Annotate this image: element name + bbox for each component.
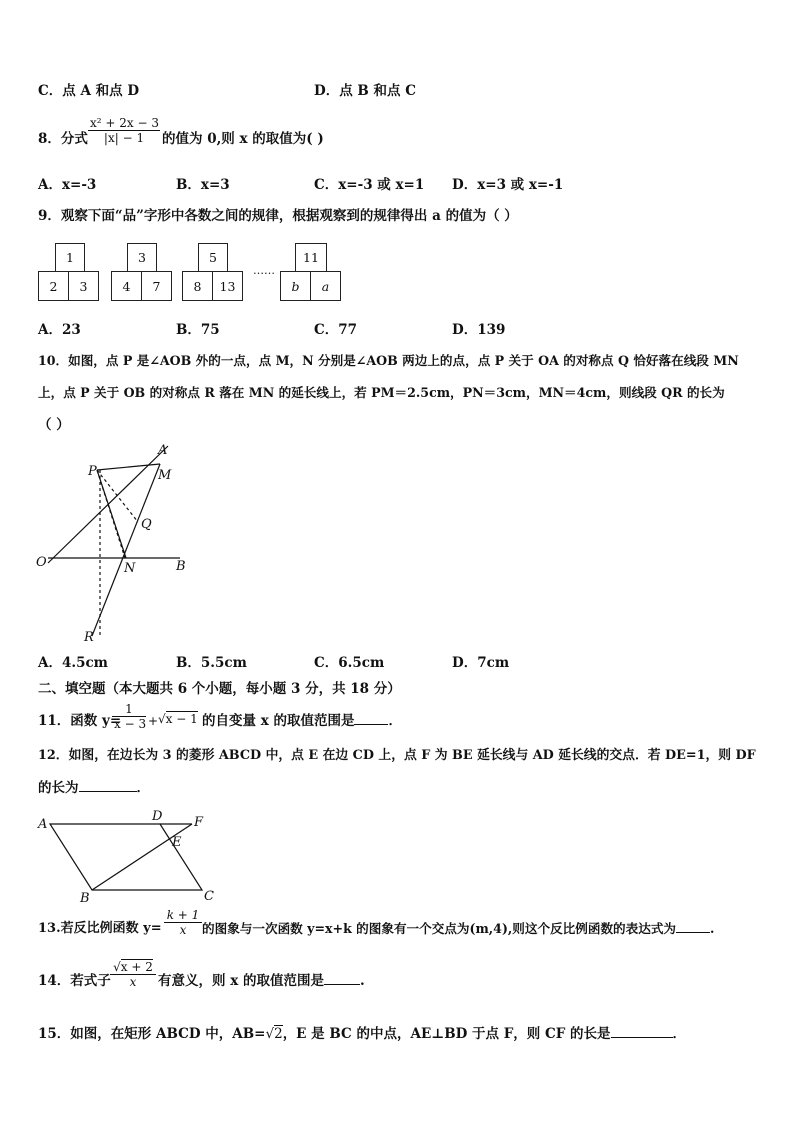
q9-box-top: 3 (127, 243, 157, 272)
q11-sqrt (158, 710, 198, 728)
q11-prefix: 11．函数 y= (38, 713, 122, 729)
q9-box-top: 11 (295, 243, 327, 272)
q9-box-top: 1 (55, 243, 85, 272)
q8-suffix: 的值为 0,则 x 的取值为( ) (162, 131, 324, 147)
q11-denominator: x − 3 (114, 717, 147, 731)
label-p: P (88, 464, 97, 479)
q7-option-c: C．点 A 和点 D (38, 83, 140, 99)
segment-bf (92, 824, 192, 890)
q9-box-left: 4 (111, 271, 142, 301)
q9-option-c: C．77 (314, 322, 358, 338)
q13-suffix: 的图象与一次函数 y=x+k 的图象有一个交点为(m,4),则这个反比例函数的表达式为 . (202, 921, 715, 936)
sqrt-icon: √ (158, 712, 166, 726)
q13-denominator: x (179, 923, 187, 937)
q9-box-left: 2 (38, 271, 69, 301)
q10-option-d: D．7cm (452, 655, 510, 671)
segment-pm (97, 464, 160, 470)
q9-ellipsis: …… (253, 264, 275, 277)
label-b: B (80, 891, 90, 903)
q10-line3: （ ） (38, 417, 70, 433)
q10-line2: 上，点 P 关于 OB 的对称点 R 落在 MN 的延长线上，若 PM＝2.5cm，PN＝3cm，MN＝4cm，则线段 QR 的长为 (38, 385, 725, 400)
label-q: Q (141, 517, 152, 532)
q15-radicand: 2 (274, 1026, 283, 1042)
q10-option-c: C．6.5cm (314, 655, 385, 671)
label-m: M (158, 468, 172, 483)
q12-figure (32, 808, 222, 903)
q12-answer-blank[interactable] (79, 791, 137, 792)
label-b: B (176, 559, 186, 574)
q9-box-right: 13 (212, 271, 243, 301)
label-o: O (36, 555, 47, 570)
q9-box-right: 7 (141, 271, 172, 301)
segment-mr (92, 464, 160, 636)
q15-answer-blank[interactable] (611, 1037, 673, 1038)
label-d: D (152, 809, 163, 824)
q12-line1: 12．如图，在边长为 3 的菱形 ABCD 中，点 E 在边 CD 上，点 F 为 BE 延长线与 AD 延长线的交点．若 DE=1，则 DF (38, 748, 756, 763)
sqrt-icon: √ (113, 960, 121, 974)
label-a: A (158, 443, 168, 458)
q11-numerator: 1 (125, 702, 133, 716)
q9-option-d: D．139 (452, 322, 506, 338)
q13-numerator: k + 1 (166, 908, 200, 922)
q10-figure (30, 440, 200, 650)
q15-line: 15．如图，在矩形 ABCD 中，AB=√2，E 是 BC 的中点，AE⊥BD 于点 F，则 CF 的长是 ． (38, 1026, 687, 1042)
q9-box-right: 3 (68, 271, 99, 301)
q8-option-b: B．x=3 (176, 177, 230, 193)
q9-box-left: 8 (182, 271, 213, 301)
q9-box-left: b (280, 271, 311, 301)
q8-fraction (88, 116, 160, 145)
q11-answer-blank[interactable] (354, 724, 388, 725)
section-heading: 二、填空题（本大题共 6 个小题，每小题 3 分，共 18 分） (38, 681, 401, 697)
q7-option-d: D．点 B 和点 C (314, 83, 416, 99)
q10-option-a: A．4.5cm (38, 655, 108, 671)
q8-option-a: A．x=-3 (38, 177, 97, 193)
q8-option-d: D．x=3 或 x=-1 (452, 177, 564, 193)
q11-fraction (112, 702, 146, 731)
q13-answer-blank[interactable] (676, 932, 710, 933)
q14-numerator: √x + 2 (113, 960, 153, 974)
q14-prefix: 14．若式子 (38, 973, 111, 989)
label-e: E (172, 835, 182, 850)
sqrt-icon: √ (265, 1026, 275, 1042)
q8-option-c: C．x=-3 或 x=1 (314, 177, 425, 193)
q8-numerator: x² + 2x − 3 (90, 116, 159, 130)
q11-suffix: 的自变量 x 的取值范围是 ． (202, 713, 402, 729)
q9-option-b: B．75 (176, 322, 220, 338)
rhombus-abcd (50, 824, 202, 890)
label-r: R (84, 630, 94, 645)
label-c: C (204, 889, 214, 903)
q14-answer-blank[interactable] (324, 984, 360, 985)
q10-line1: 10．如图，点 P 是∠AOB 外的一点，点 M，N 分别是∠AOB 两边上的点，点 P 关于 OA 的对称点 Q 恰好落在线段 MN (38, 353, 739, 368)
q14-fraction (110, 960, 156, 989)
q8-prefix: 8．分式 (38, 131, 88, 147)
q13-fraction (164, 908, 202, 937)
q13-prefix: 13.若反比例函数 y= (38, 921, 162, 936)
q14-suffix: 有意义，则 x 的取值范围是 . (158, 973, 365, 989)
q8-denominator: |x| − 1 (103, 131, 145, 145)
q11-radicand: x − 1 (165, 712, 198, 726)
q9-box-top: 5 (198, 243, 228, 272)
q9-stem: 9．观察下面“品”字形中各数之间的规律，根据观察到的规律得出 a 的值为（ ） (38, 208, 518, 224)
label-n: N (124, 561, 136, 576)
q14-denominator: x (129, 975, 137, 989)
label-a: A (38, 817, 48, 832)
q9-option-a: A．23 (38, 322, 81, 338)
q12-line2: 的长为 ． (38, 780, 150, 796)
label-f: F (194, 815, 204, 830)
q10-option-b: B．5.5cm (176, 655, 247, 671)
q9-box-right: a (310, 271, 341, 301)
q11-plus: + (148, 714, 159, 728)
